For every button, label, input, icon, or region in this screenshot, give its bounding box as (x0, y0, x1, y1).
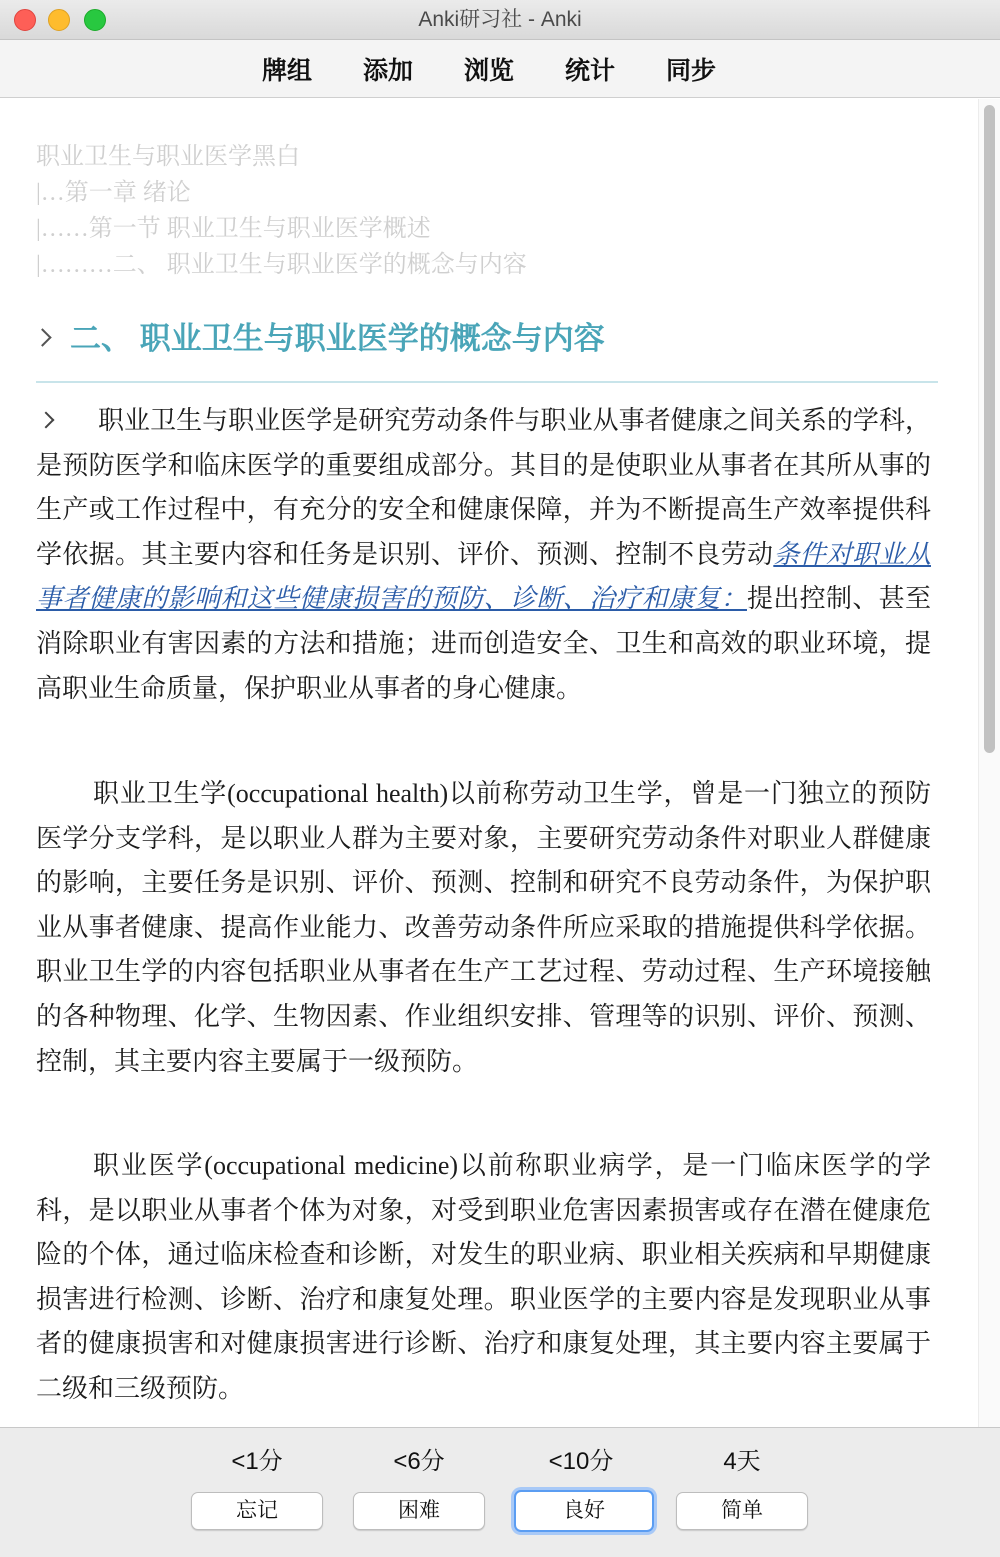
breadcrumb (36, 139, 527, 283)
chevron-right-icon (33, 328, 51, 346)
window-title: Anki研习社 - Anki (418, 8, 582, 31)
toolbar-browse[interactable]: 浏览 (463, 56, 514, 85)
paragraph-1 (36, 399, 931, 711)
paragraph-text: 职业卫生与职业医学是研究劳动条件与职业从事者健康之间关系的学科，是预防医学和临床医学的重要组成部分。其目的是使职业从事者在其所从事的生产或工作过程中，有充分的安全和健康保障，并为不断提高生产效率提供科学依据。其主要内容和任务是识别、评价、预测、控制不良劳动 (36, 406, 931, 569)
toolbar-sync[interactable]: 同步 (666, 56, 717, 85)
breadcrumb-item: |……第一节 职业卫生与职业医学概述 (36, 216, 431, 242)
toolbar-add[interactable]: 添加 (362, 56, 413, 85)
answer-again (190, 1428, 324, 1530)
answer-bar (0, 1427, 1000, 1557)
answer-hard (352, 1428, 486, 1530)
breadcrumb-item: 职业卫生与职业医学黑白 (36, 144, 300, 170)
again-button[interactable]: 忘记 (191, 1492, 323, 1530)
answer-good (514, 1428, 648, 1532)
maximize-window-button[interactable] (84, 9, 106, 31)
title-bar (0, 0, 1000, 40)
interval-label: <1分 (231, 1448, 283, 1475)
paragraph-2: 职业卫生学(occupational health)以前称劳动卫生学，曾是一门独立的预防医学分支学科，是以职业人群为主要对象，主要研究劳动条件对职业人群健康的影响，主要任务是识别、评价、预测、控制和研究不良劳动条件，为保护职业从事者健康、提高作业能力、改善劳动条件所应采取的措施提供科学依据。职业卫生学的内容包括职业从事者在生产工艺过程、劳动过程、生产环境接触的各种物理、化学、生物因素、作业组织安排、管理等的识别、评价、预测、控制，其主要内容主要属于一级预防。 (36, 779, 931, 1076)
interval-label: 4天 (723, 1448, 761, 1475)
close-window-button[interactable] (14, 9, 36, 31)
section-heading-text: 二、 职业卫生与职业医学的概念与内容 (70, 321, 605, 356)
main-toolbar (0, 40, 1000, 98)
card-content (0, 99, 978, 1427)
chevron-right-icon (38, 412, 55, 429)
toolbar-decks[interactable]: 牌组 (261, 56, 312, 85)
hard-button[interactable]: 困难 (353, 1492, 485, 1530)
scrollbar-thumb[interactable] (984, 105, 995, 753)
interval-label: <10分 (548, 1448, 614, 1475)
paragraph-3: 职业医学(occupational medicine)以前称职业病学，是一门临床医学的学科，是以职业从事者个体为对象，对受到职业危害因素损害或存在潜在健康危险的个体，通过临床检查和诊断，对发生的职业病、职业相关疾病和早期健康损害进行检测、诊断、治疗和康复处理。职业医学的主要内容是发现职业从事者的健康损害和对健康损害进行诊断、治疗和康复处理，其主要内容主要属于二级和三级预防。 (36, 1151, 931, 1403)
easy-button[interactable]: 简单 (676, 1492, 808, 1530)
vertical-scrollbar[interactable] (978, 99, 1000, 1427)
minimize-window-button[interactable] (48, 9, 70, 31)
breadcrumb-item: |………二、 职业卫生与职业医学的概念与内容 (36, 252, 527, 278)
highlighted-link[interactable]: 条件对职业从事者健康的影响和这些健康损害的预防、诊断、治疗和康复： (36, 539, 931, 614)
toolbar-stats[interactable]: 统计 (565, 56, 616, 85)
paragraph-text: 提出控制、甚至消除职业有害因素的方法和措施；进而创造安全、卫生和高效的职业环境，提高职业生命质量，保护职业从事者的身心健康。 (36, 584, 931, 703)
section-heading (36, 319, 938, 383)
answer-easy (675, 1428, 809, 1530)
good-button[interactable]: 良好 (514, 1490, 654, 1532)
breadcrumb-item: |…第一章 绪论 (36, 180, 191, 206)
interval-label: <6分 (393, 1448, 445, 1475)
